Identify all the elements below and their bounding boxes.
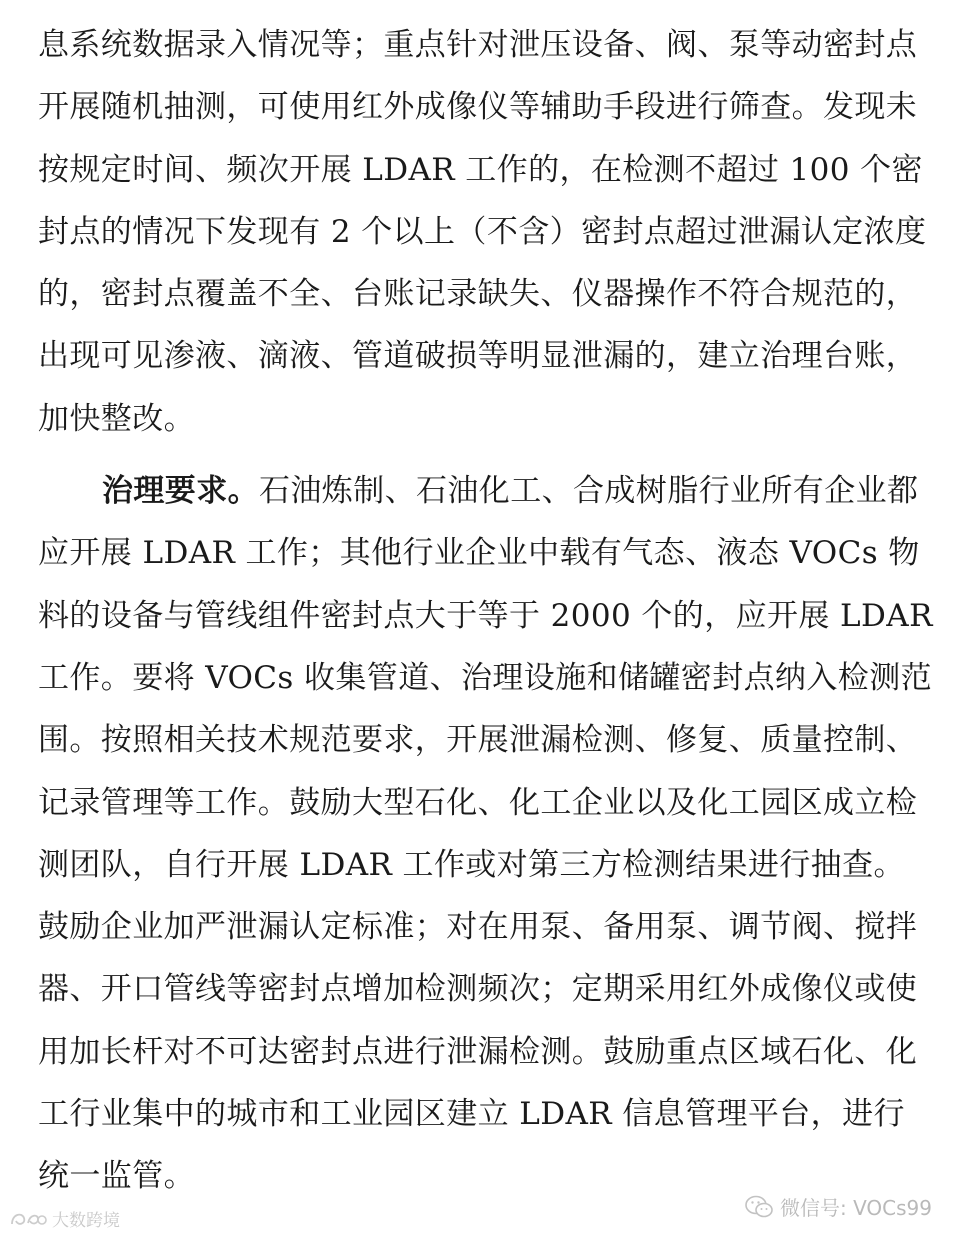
text-line: 工行业集中的城市和工业园区建立 LDAR 信息管理平台，进行 xyxy=(38,1096,905,1133)
text-line: 围。按照相关技术规范要求，开展泄漏检测、修复、质量控制、 xyxy=(38,722,918,759)
wechat-id-text: 微信号: VOCs99 xyxy=(779,1196,932,1220)
text-line: 鼓励企业加严泄漏认定标准；对在用泵、备用泵、调节阀、搅拌 xyxy=(38,909,918,946)
text-line: 料的设备与管线组件密封点大于等于 2000 个的，应开展 LDAR xyxy=(38,597,933,634)
paragraph-heading-line xyxy=(38,460,928,522)
text-line: 统一监管。 xyxy=(38,1158,195,1195)
text-line: 的，密封点覆盖不全、台账记录缺失、仪器操作不符合规范的， xyxy=(38,276,918,313)
wechat-icon xyxy=(744,1194,774,1220)
site-logo-icon xyxy=(8,1208,48,1230)
text-line: 息系统数据录入情况等；重点针对泄压设备、阀、泵等动密封点 xyxy=(38,27,918,63)
text-line: 开展随机抽测，可使用红外成像仪等辅助手段进行筛查。发现未 xyxy=(38,89,918,126)
text-line: 应开展 LDAR 工作；其他行业企业中载有气态、液态 VOCs 物 xyxy=(38,535,920,572)
text-line: 出现可见渗液、滴液、管道破损等明显泄漏的，建立治理台账， xyxy=(38,338,918,375)
section-heading: 治理要求。 xyxy=(102,473,259,510)
text-span: 石油炼制、石油化工、合成树脂行业所有企业都 xyxy=(259,473,919,510)
text-line: 测团队，自行开展 LDAR 工作或对第三方检测结果进行抽查。 xyxy=(38,846,905,883)
paragraph-gap xyxy=(38,450,928,460)
site-name-text: 大数跨境 xyxy=(52,1211,120,1231)
text-line: 加快整改。 xyxy=(38,400,195,437)
text-line: 器、开口管线等密封点增加检测频次；定期采用红外成像仪或使 xyxy=(38,971,918,1008)
wechat-watermark xyxy=(744,1192,932,1221)
text-line: 封点的情况下发现有 2 个以上（不含）密封点超过泄漏认定浓度 xyxy=(38,213,927,250)
text-line: 按规定时间、频次开展 LDAR 工作的，在检测不超过 100 个密 xyxy=(38,151,923,188)
text-line: 记录管理等工作。鼓励大型石化、化工企业以及化工园区成立检 xyxy=(38,784,918,821)
site-watermark xyxy=(8,1206,120,1231)
text-line: 工作。要将 VOCs 收集管道、治理设施和储罐密封点纳入检测范 xyxy=(38,659,932,696)
text-line: 用加长杆对不可达密封点进行泄漏检测。鼓励重点区域石化、化 xyxy=(38,1033,918,1070)
